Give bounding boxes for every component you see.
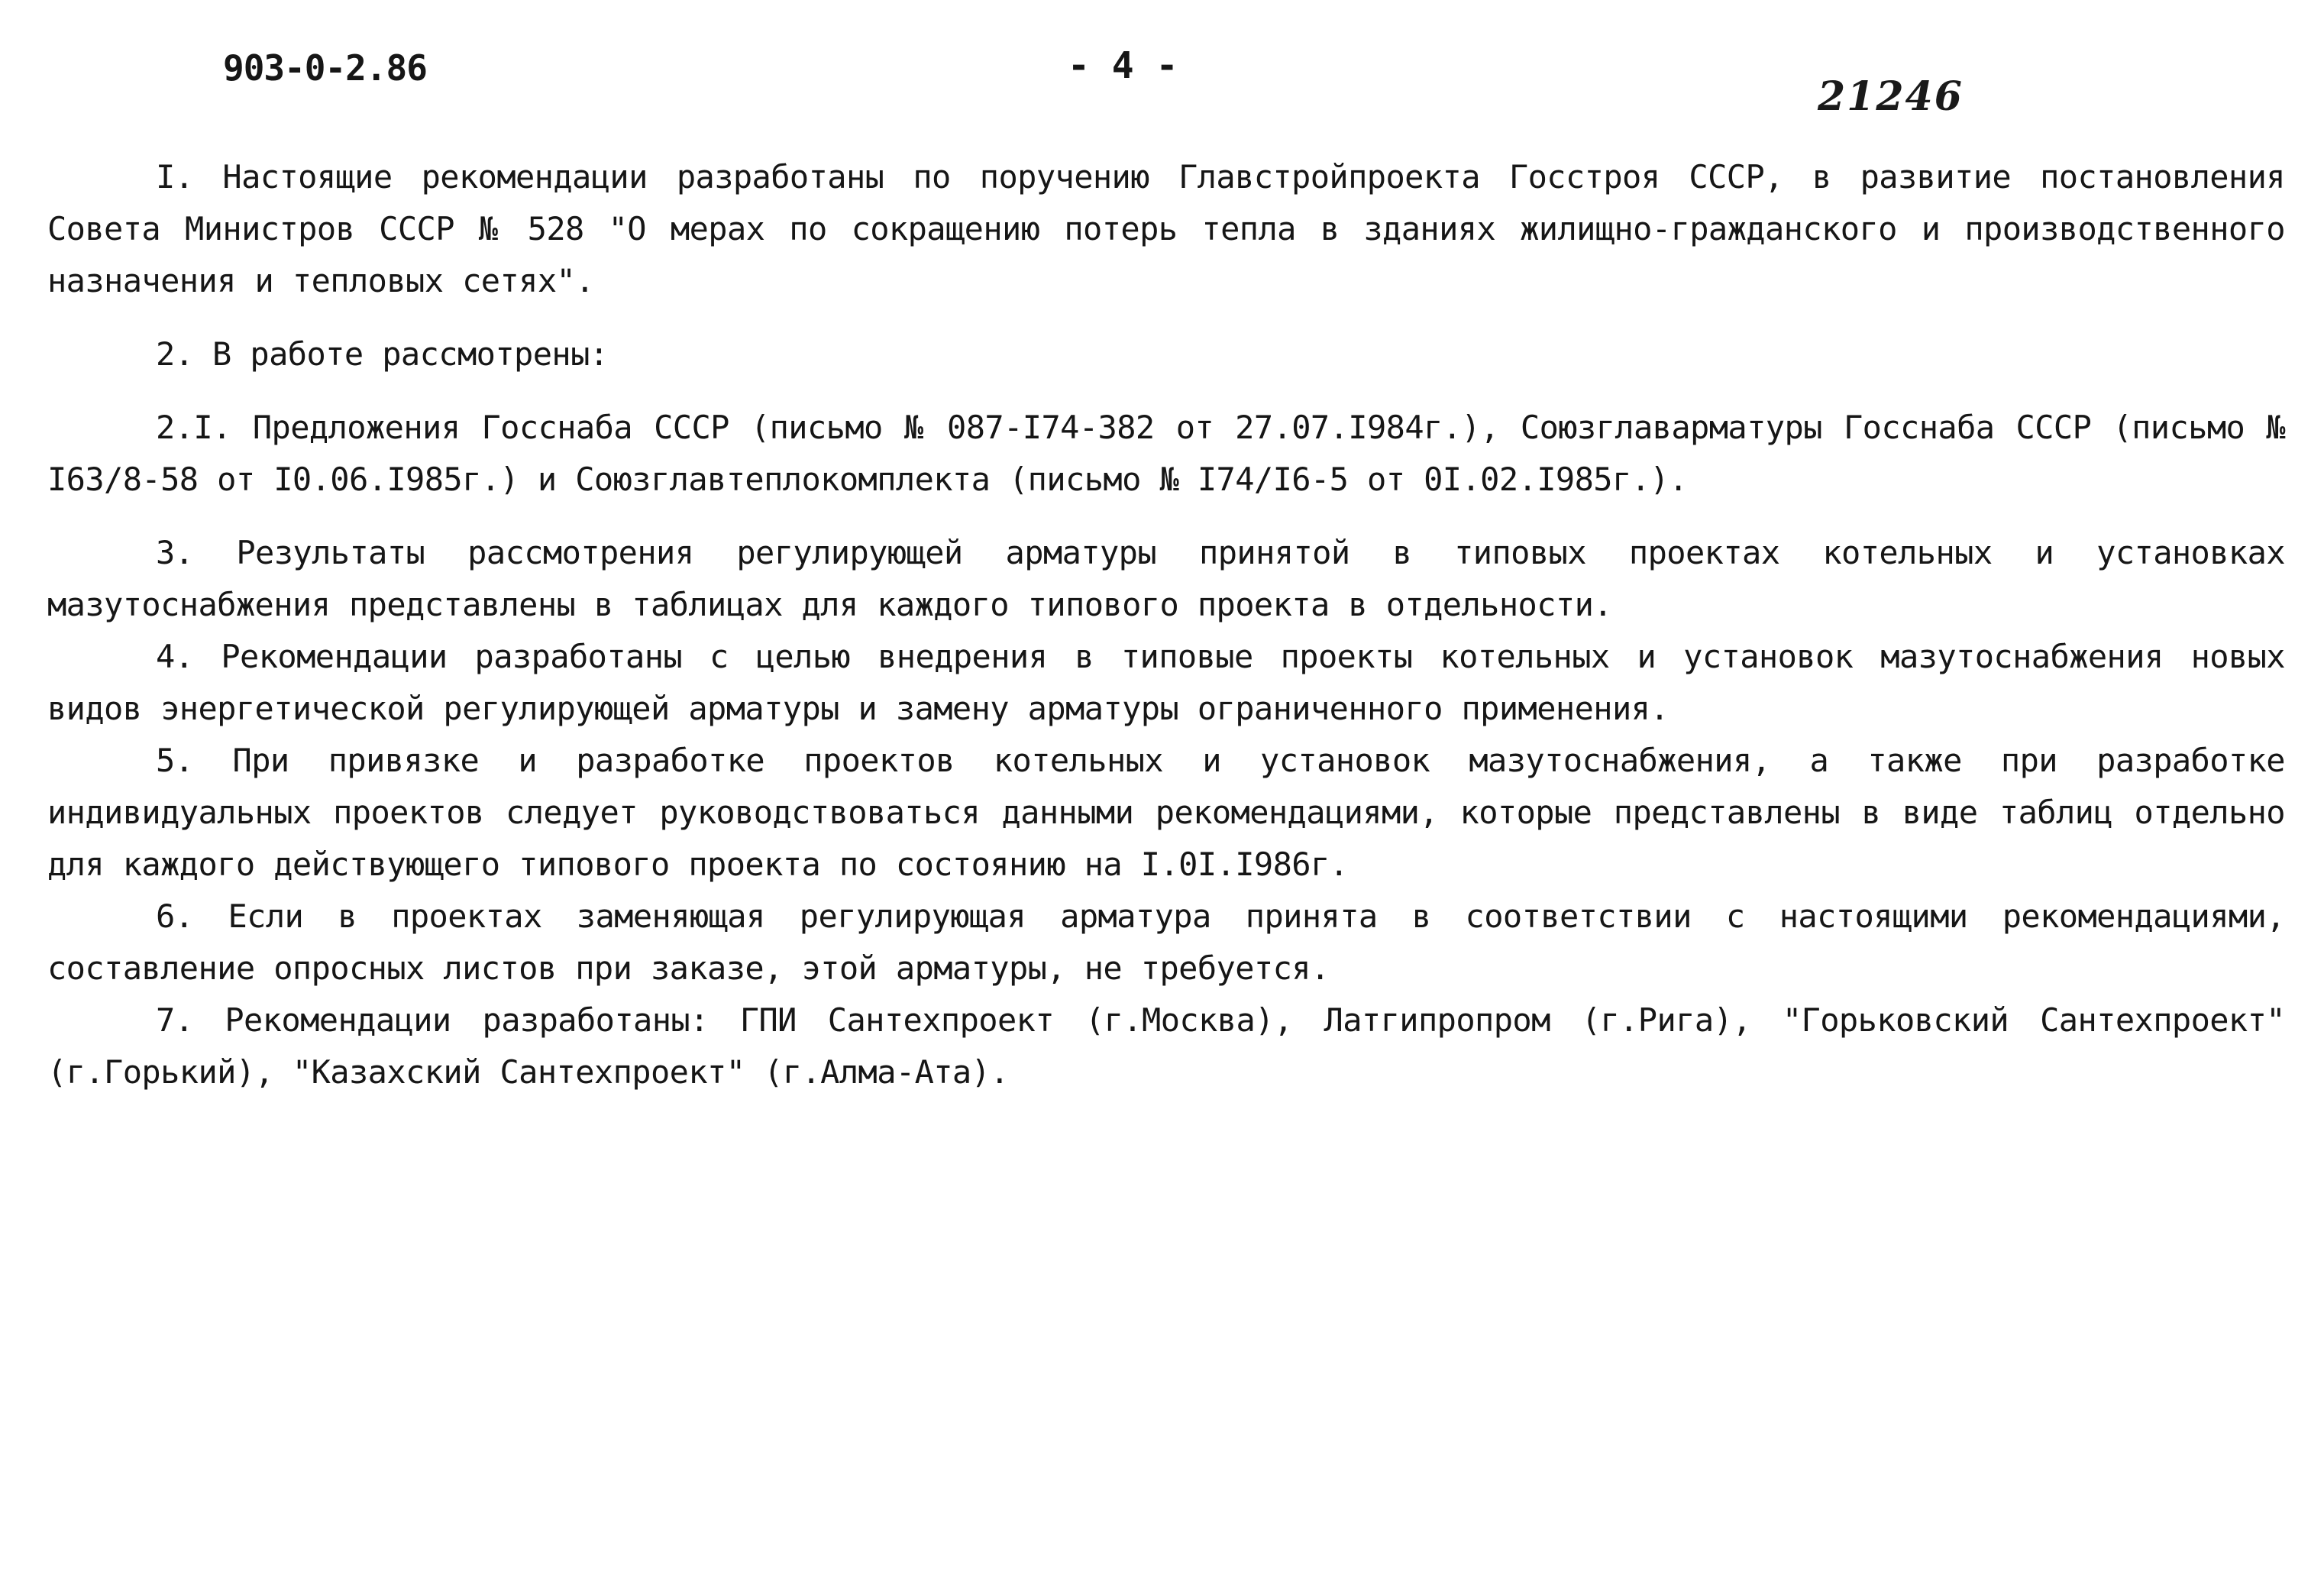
paragraph-7: 7. Рекомендации разработаны: ГПИ Сантехпроект (г.Москва), Латгипропром (г.Рига), "Горьковский Сантехпроект" (г.Горький), "Казахский Сантехпроект" (г.Алма-Ата). bbox=[47, 1001, 2285, 1091]
paragraph-2-1: 2.I. Предложения Госснаба СССР (письмо № 087-I74-382 от 27.07.I984г.), Союзглавармaтуры Госснаба СССР (письмо № I63/8-58 от I0.06.I985г.) и Союзглавтеплокомплекта (письмо № I74/I6-5 от 0I.02.I985г.). bbox=[47, 409, 2285, 498]
paragraph-3: 3. Результаты рассмотрения регулирующей арматуры принятой в типовых проектах котельных и установках мазутоснабжения представлены в таблицах для каждого типового проекта в отдельности. bbox=[47, 534, 2285, 623]
handwritten-number: 21246 bbox=[1818, 73, 1964, 120]
paragraph-1: I. Настоящие рекомендации разработаны по поручению Главстройпроекта Госстроя СССР, в развитие постановления Совета Министров СССР № 528 "О мерах по сокращению потерь тепла в зданиях жилищно-гражданского и производственного назначения и тепловых сетях". bbox=[47, 158, 2285, 299]
page-number: - 4 - bbox=[1068, 44, 1178, 87]
paragraph-2: 2. В работе рассмотрены: bbox=[156, 335, 609, 373]
document-code: 903-0-2.86 bbox=[223, 47, 427, 89]
paragraph-5: 5. При привязке и разработке проектов котельных и установок мазутоснабжения, а также при разработке индивидуальных проектов следует руководствоваться данными рекомендациями, которые представлены в виде таблиц отдельно для каждого действующего типового проекта по состоянию на I.0I.I986г. bbox=[47, 742, 2285, 883]
paragraph-6: 6. Если в проектах заменяющая регулирующая арматура принята в соответствии с настоящими рекомендациями, составление опросных листов при заказе, этой арматуры, не требуется. bbox=[47, 897, 2285, 987]
document-body bbox=[47, 151, 2285, 1098]
paragraph-4: 4. Рекомендации разработаны с целью внедрения в типовые проекты котельных и установок мазутоснабжения новых видов энергетической регулирующей арматуры и замену арматуры ограниченного применения. bbox=[47, 638, 2285, 727]
